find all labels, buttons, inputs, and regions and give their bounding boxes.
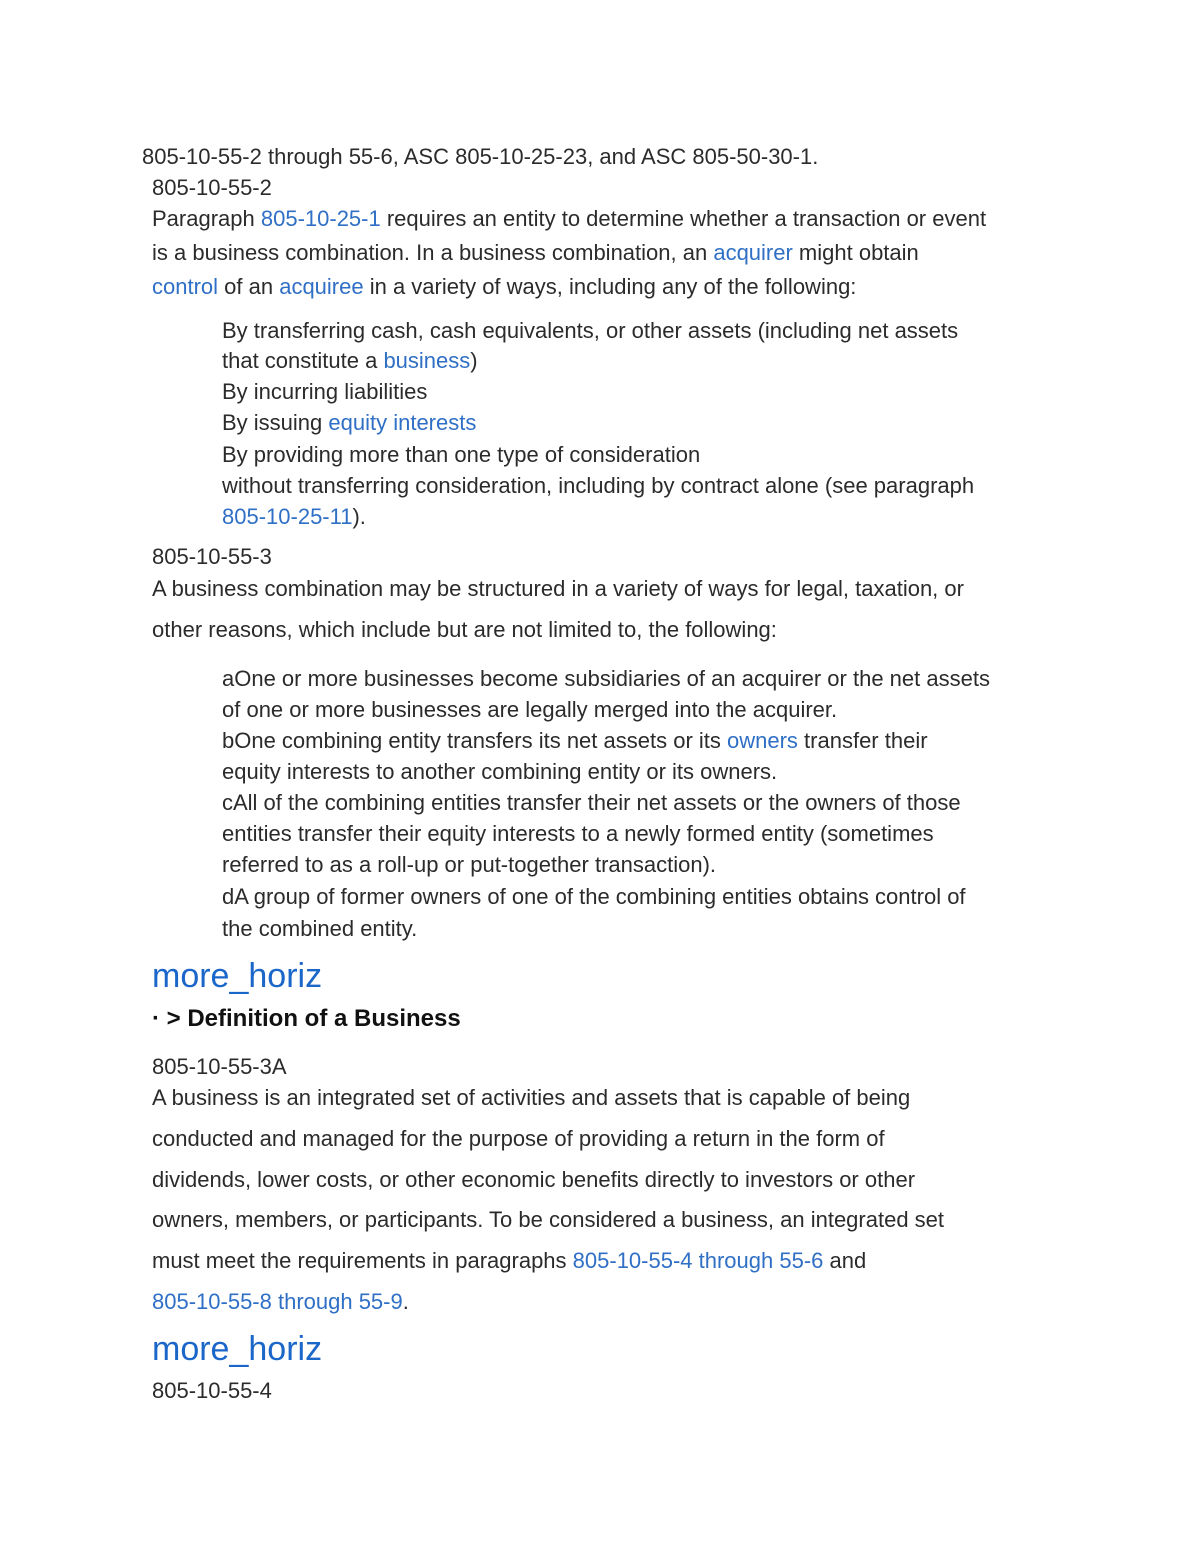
paragraph-line: other reasons, which include but are not limited to, the following: — [152, 617, 777, 642]
more-horiz-icon[interactable]: more_horiz — [152, 1330, 323, 1368]
intro-text: 805-10-55-2 through 55-6, ASC 805-10-25-23, and ASC 805-50-30-1. — [142, 144, 819, 169]
link-acquirer[interactable]: acquirer — [713, 240, 793, 265]
link-equity-interests[interactable]: equity interests — [328, 410, 477, 435]
paragraph-line — [152, 1288, 409, 1316]
link-805-10-25-11[interactable]: 805-10-25-11 — [222, 504, 353, 529]
paragraph-line: conducted and managed for the purpose of providing a return in the form of — [152, 1126, 885, 1151]
list-item: entities transfer their equity interests to a newly formed entity (sometimes — [222, 821, 934, 846]
link-805-10-55-4[interactable]: 805-10-55-4 through 55-6 — [572, 1248, 824, 1273]
list-item: cAll of the combining entities transfer their net assets or the owners of those — [222, 790, 961, 815]
paragraph-line: owners, members, or participants. To be considered a business, an integrated set — [152, 1207, 945, 1232]
list-item: of one or more businesses are legally merged into the acquirer. — [222, 697, 838, 722]
paragraph-line: A business combination may be structured in a variety of ways for legal, taxation, or — [152, 576, 964, 601]
text-span: might obtain — [792, 240, 919, 265]
list-item — [222, 347, 478, 375]
paragraph-line — [152, 239, 919, 267]
paragraph-id: 805-10-55-3 — [152, 544, 272, 569]
list-item: By transferring cash, cash equivalents, or other assets (including net assets — [222, 318, 959, 343]
list-item: aOne or more businesses become subsidiaries of an acquirer or the net assets — [222, 666, 990, 691]
link-acquiree[interactable]: acquiree — [279, 274, 364, 299]
list-item: By incurring liabilities — [222, 379, 428, 404]
text-span: ). — [352, 504, 366, 529]
paragraph-line: dividends, lower costs, or other economic benefits directly to investors or other — [152, 1167, 916, 1192]
paragraph-line — [152, 205, 986, 233]
text-span: that constitute a — [222, 348, 384, 373]
text-span: in a variety of ways, including any of the following: — [363, 274, 857, 299]
text-span: of an — [218, 274, 280, 299]
link-business[interactable]: business — [383, 348, 471, 373]
text-span: . — [402, 1289, 409, 1314]
text-span: and — [823, 1248, 867, 1273]
paragraph-id: 805-10-55-3A — [152, 1054, 287, 1079]
list-item — [222, 727, 928, 755]
text-span: requires an entity to determine whether a transaction or event — [380, 206, 987, 231]
section-heading: · > Definition of a Business — [152, 1005, 461, 1032]
link-805-10-25-1[interactable]: 805-10-25-1 — [260, 206, 381, 231]
list-item: By providing more than one type of consideration — [222, 442, 701, 467]
text-span: must meet the requirements in paragraphs — [152, 1248, 573, 1273]
text-span: Paragraph — [152, 206, 261, 231]
list-item: without transferring consideration, including by contract alone (see paragraph — [222, 473, 975, 498]
link-owners[interactable]: owners — [727, 728, 798, 753]
list-item: referred to as a roll-up or put-together transaction). — [222, 852, 717, 877]
paragraph-id: 805-10-55-2 — [152, 175, 272, 200]
paragraph-id: 805-10-55-4 — [152, 1378, 272, 1403]
text-span: By issuing — [222, 410, 329, 435]
text-span: is a business combination. In a business combination, an — [152, 240, 714, 265]
more-horiz-icon[interactable]: more_horiz — [152, 957, 323, 995]
paragraph-line — [152, 273, 856, 301]
list-item — [222, 409, 476, 437]
text-span: ) — [470, 348, 478, 373]
text-span: transfer their — [797, 728, 928, 753]
link-control[interactable]: control — [152, 274, 219, 299]
text-span: bOne combining entity transfers its net assets or its — [222, 728, 728, 753]
list-item: dA group of former owners of one of the combining entities obtains control of — [222, 884, 966, 909]
paragraph-line: A business is an integrated set of activities and assets that is capable of being — [152, 1085, 911, 1110]
list-item: equity interests to another combining entity or its owners. — [222, 759, 778, 784]
paragraph-line — [152, 1247, 866, 1275]
link-805-10-55-8[interactable]: 805-10-55-8 through 55-9 — [152, 1289, 403, 1314]
list-item: the combined entity. — [222, 916, 418, 941]
list-item — [222, 503, 366, 531]
